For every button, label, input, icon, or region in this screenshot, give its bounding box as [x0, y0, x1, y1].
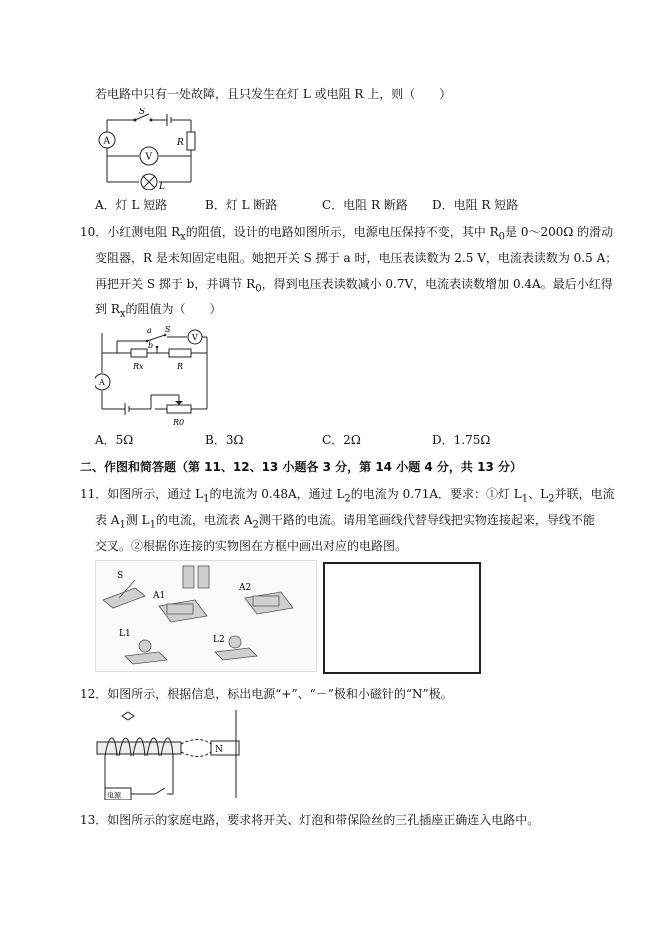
- q11-switch-label: S: [117, 571, 124, 581]
- q11-answer-box: [323, 562, 481, 674]
- q9-option-d: D．电阻 R 短路: [432, 198, 519, 212]
- section-2-heading: 二、作图和简答题（第 11、12、13 小题各 3 分，第 14 小题 4 分，共 13 分）: [80, 460, 522, 474]
- q11-text-g: 的电流，电流表 A: [156, 513, 253, 527]
- q9-switch-label: S: [139, 108, 146, 117]
- q9-option-c: C．电阻 R 断路: [322, 198, 408, 212]
- q11-text-c: 的电流为 0.71A．要求：①灯 L: [350, 487, 522, 501]
- q9-option-a: A．灯 L 短路: [95, 198, 168, 212]
- q10-r0-label: R0: [173, 418, 185, 427]
- q11-text-b: 的电流为 0.48A，通过 L: [209, 487, 345, 501]
- q11-text-d: 并联，电流: [554, 487, 615, 501]
- q11-a2-label: A2: [239, 583, 252, 593]
- q10-option-d: D．1.75Ω: [432, 433, 491, 447]
- q11-sub-6: 1: [149, 519, 157, 531]
- q10-sub-x: x: [180, 231, 186, 243]
- q9-ammeter-label: A: [103, 136, 110, 147]
- q11-sub-1: 1: [203, 493, 210, 505]
- q12-magnet-n-label: N: [215, 745, 223, 755]
- q10-switch-label: S: [165, 325, 171, 334]
- q13-text: 13．如图所示的家庭电路，要求将开关、灯泡和带保险丝的三孔插座正确连入电路中。: [80, 813, 540, 827]
- q11-text-h: 测干路的电流。请用笔画线代替导线把实物连接起来，导线不能: [258, 513, 595, 527]
- q11-sub-4: 2: [548, 493, 555, 505]
- q10-line-3: [95, 276, 613, 297]
- q10-text-c: 是 0～200Ω 的滑动: [505, 225, 614, 239]
- q10-text-d: 再把开关 S 掷于 b，并调节 R: [95, 277, 256, 291]
- q11-sub-3: 1: [521, 493, 529, 505]
- q12-text: 12．如图所示，根据信息，标出电源“+”、“－”极和小磁针的“N”极。: [80, 687, 453, 701]
- q11-line-3: 交叉。②根据你连接的实物图在方框中画出对应的电路图。: [95, 539, 408, 553]
- q9-resistor-label: R: [177, 138, 184, 148]
- q11-sub-7: 2: [252, 519, 259, 531]
- q10-circuit-diagram: [95, 323, 220, 428]
- q11-l1-label: L1: [119, 629, 131, 639]
- q10-sub-0: 0: [498, 231, 505, 243]
- q11-line-2: [95, 512, 595, 533]
- q9-option-b: B．灯 L 断路: [205, 198, 278, 212]
- q10-sub-0b: 0: [255, 283, 262, 295]
- q11-l2-label: L2: [213, 635, 225, 645]
- q12-power-label: 电源: [107, 791, 121, 800]
- q10-r-label: R: [177, 362, 184, 371]
- q11-line-1: [80, 486, 615, 507]
- q10-voltmeter-label: V: [192, 333, 198, 342]
- q11-a1-label: A1: [153, 591, 166, 601]
- q11-text-a: 11．如图所示，通过 L: [80, 487, 204, 501]
- q10-text-e: ，得到电压表读数减小 0.7V，电流表读数增加 0.4A。最后小红得: [261, 277, 613, 291]
- q11-sub-5: 1: [119, 519, 126, 531]
- q9-circuit-diagram: [95, 108, 205, 190]
- q9-voltmeter-label: V: [145, 152, 152, 163]
- q10-terminal-a: a: [147, 326, 152, 335]
- q12-solenoid-figure: [95, 708, 240, 800]
- q11-text-e: 表 A: [95, 513, 120, 527]
- q10-text-f: 到 R: [95, 302, 120, 316]
- q10-option-b: B．3Ω: [205, 433, 244, 447]
- q9-stem: 若电路中只有一处故障，且只发生在灯 L 或电阻 R 上，则（ ）: [95, 87, 452, 101]
- q9-lamp-label: L: [159, 182, 165, 190]
- q10-line-2: 变阻器，R 是未知固定电阻。她把开关 S 掷于 a 时，电压表读数为 2.5 V，电流表读数为 0.5 A；: [95, 251, 618, 265]
- q11-text-f: 测 L: [125, 513, 150, 527]
- q11-sub-2: 2: [344, 493, 351, 505]
- q10-text-g: 的阻值为（ ）: [125, 302, 222, 316]
- q10-text-b: 的阻值，设计的电路如图所示，电源电压保持不变，其中 R: [185, 225, 499, 239]
- q11-parts-picture: [95, 560, 317, 672]
- q10-sub-x2: x: [119, 308, 126, 320]
- q10-option-a: A．5Ω: [95, 433, 134, 447]
- q10-option-c: C．2Ω: [322, 433, 361, 447]
- q10-line-4: [95, 301, 222, 322]
- q10-terminal-b: b: [148, 341, 154, 350]
- q11-text-sep: 、L: [528, 487, 549, 501]
- q10-text-a: 10．小红测电阻 R: [80, 225, 181, 239]
- q10-rx-label: Rx: [133, 362, 144, 371]
- q10-ammeter-label: A: [99, 378, 105, 387]
- q10-line-1: [80, 224, 613, 245]
